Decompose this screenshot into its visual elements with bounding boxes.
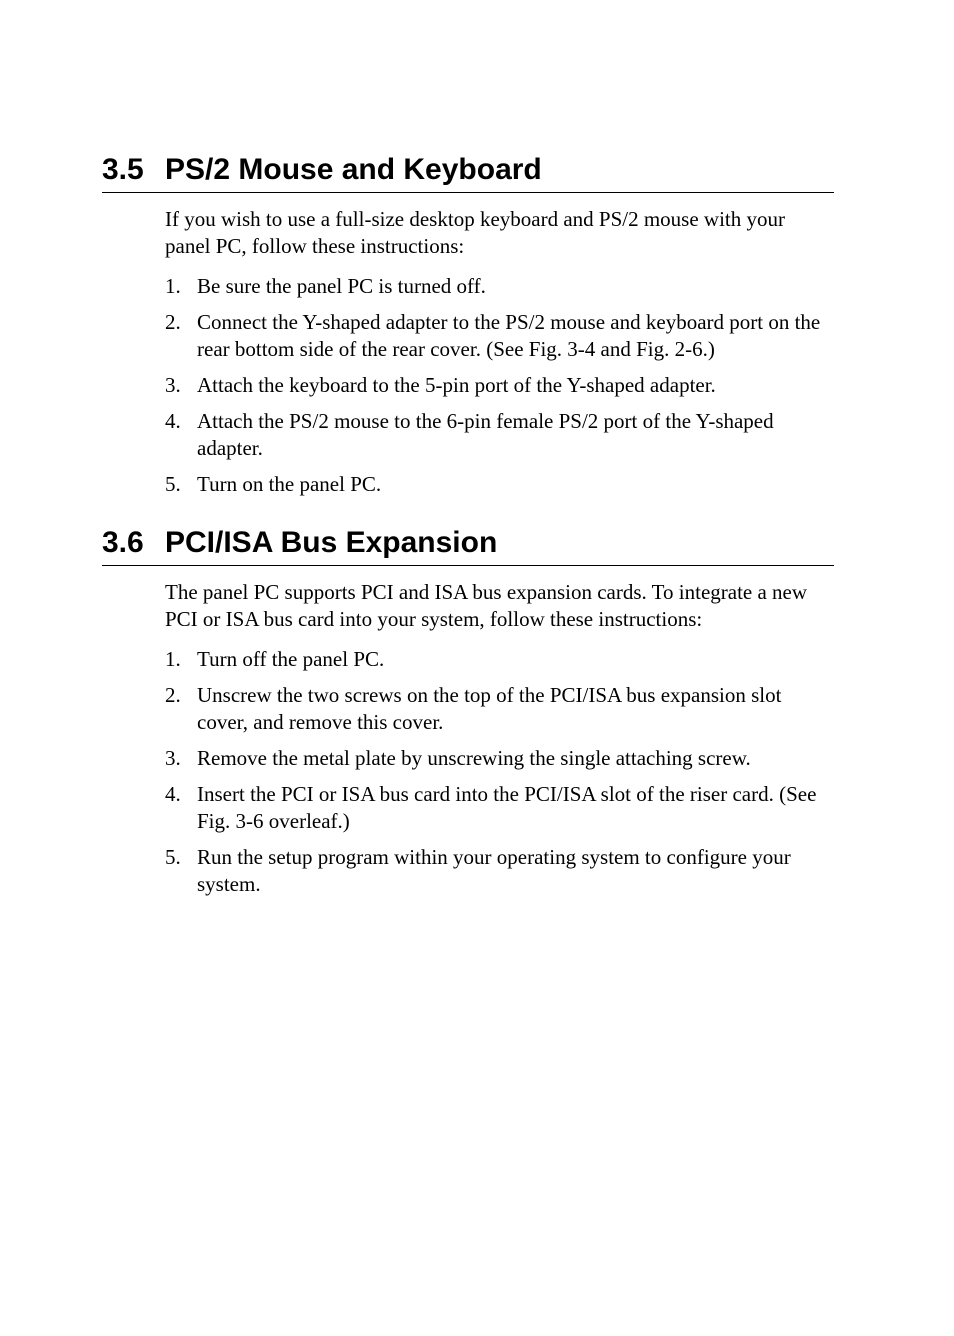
step-number: 2. xyxy=(165,683,181,707)
step-text: Be sure the panel PC is turned off. xyxy=(197,274,486,298)
section-title: PCI/ISA Bus Expansion xyxy=(165,526,498,559)
section-pci-isa-bus-expansion xyxy=(102,525,834,907)
section-number: 3.6 xyxy=(102,526,144,559)
step-number: 5. xyxy=(165,845,181,869)
section-ps2-mouse-keyboard xyxy=(102,152,834,507)
step-text: Run the setup program within your operating system to configure your system. xyxy=(197,845,791,896)
list-item xyxy=(165,646,834,673)
section-number: 3.5 xyxy=(102,153,144,186)
step-number: 4. xyxy=(165,409,181,433)
list-item xyxy=(165,682,834,736)
step-number: 5. xyxy=(165,472,181,496)
list-item xyxy=(165,844,834,898)
list-item xyxy=(165,471,834,498)
step-text: Remove the metal plate by unscrewing the single attaching screw. xyxy=(197,746,751,770)
instruction-list xyxy=(165,646,834,898)
step-text: Unscrew the two screws on the top of the PCI/ISA bus expansion slot cover, and remove this cover. xyxy=(197,683,782,734)
step-number: 4. xyxy=(165,782,181,806)
step-text: Attach the keyboard to the 5-pin port of the Y-shaped adapter. xyxy=(197,373,716,397)
step-number: 1. xyxy=(165,274,181,298)
section-heading xyxy=(102,152,834,193)
list-item xyxy=(165,408,834,462)
instruction-list xyxy=(165,273,834,498)
section-intro: The panel PC supports PCI and ISA bus expansion cards. To integrate a new PCI or ISA bus card into your system, follow these instructions: xyxy=(165,580,808,631)
step-number: 2. xyxy=(165,310,181,334)
list-item xyxy=(165,745,834,772)
step-text: Turn off the panel PC. xyxy=(197,647,385,671)
section-title: PS/2 Mouse and Keyboard xyxy=(165,153,542,186)
step-number: 3. xyxy=(165,746,181,770)
step-number: 1. xyxy=(165,647,181,671)
step-number: 3. xyxy=(165,373,181,397)
section-intro: If you wish to use a full-size desktop keyboard and PS/2 mouse with your panel PC, follow these instructions: xyxy=(165,207,785,258)
step-text: Turn on the panel PC. xyxy=(197,472,382,496)
list-item xyxy=(165,372,834,399)
list-item xyxy=(165,309,834,363)
list-item xyxy=(165,781,834,835)
step-text: Connect the Y-shaped adapter to the PS/2 mouse and keyboard port on the rear bottom side of the rear cover. (See Fig. 3-4 and Fig. 2-6.) xyxy=(197,310,821,361)
list-item xyxy=(165,273,834,300)
step-text: Attach the PS/2 mouse to the 6-pin female PS/2 port of the Y-shaped adapter. xyxy=(197,409,774,460)
step-text: Insert the PCI or ISA bus card into the PCI/ISA slot of the riser card. (See Fig. 3-6 overleaf.) xyxy=(197,782,817,833)
section-heading xyxy=(102,525,834,566)
